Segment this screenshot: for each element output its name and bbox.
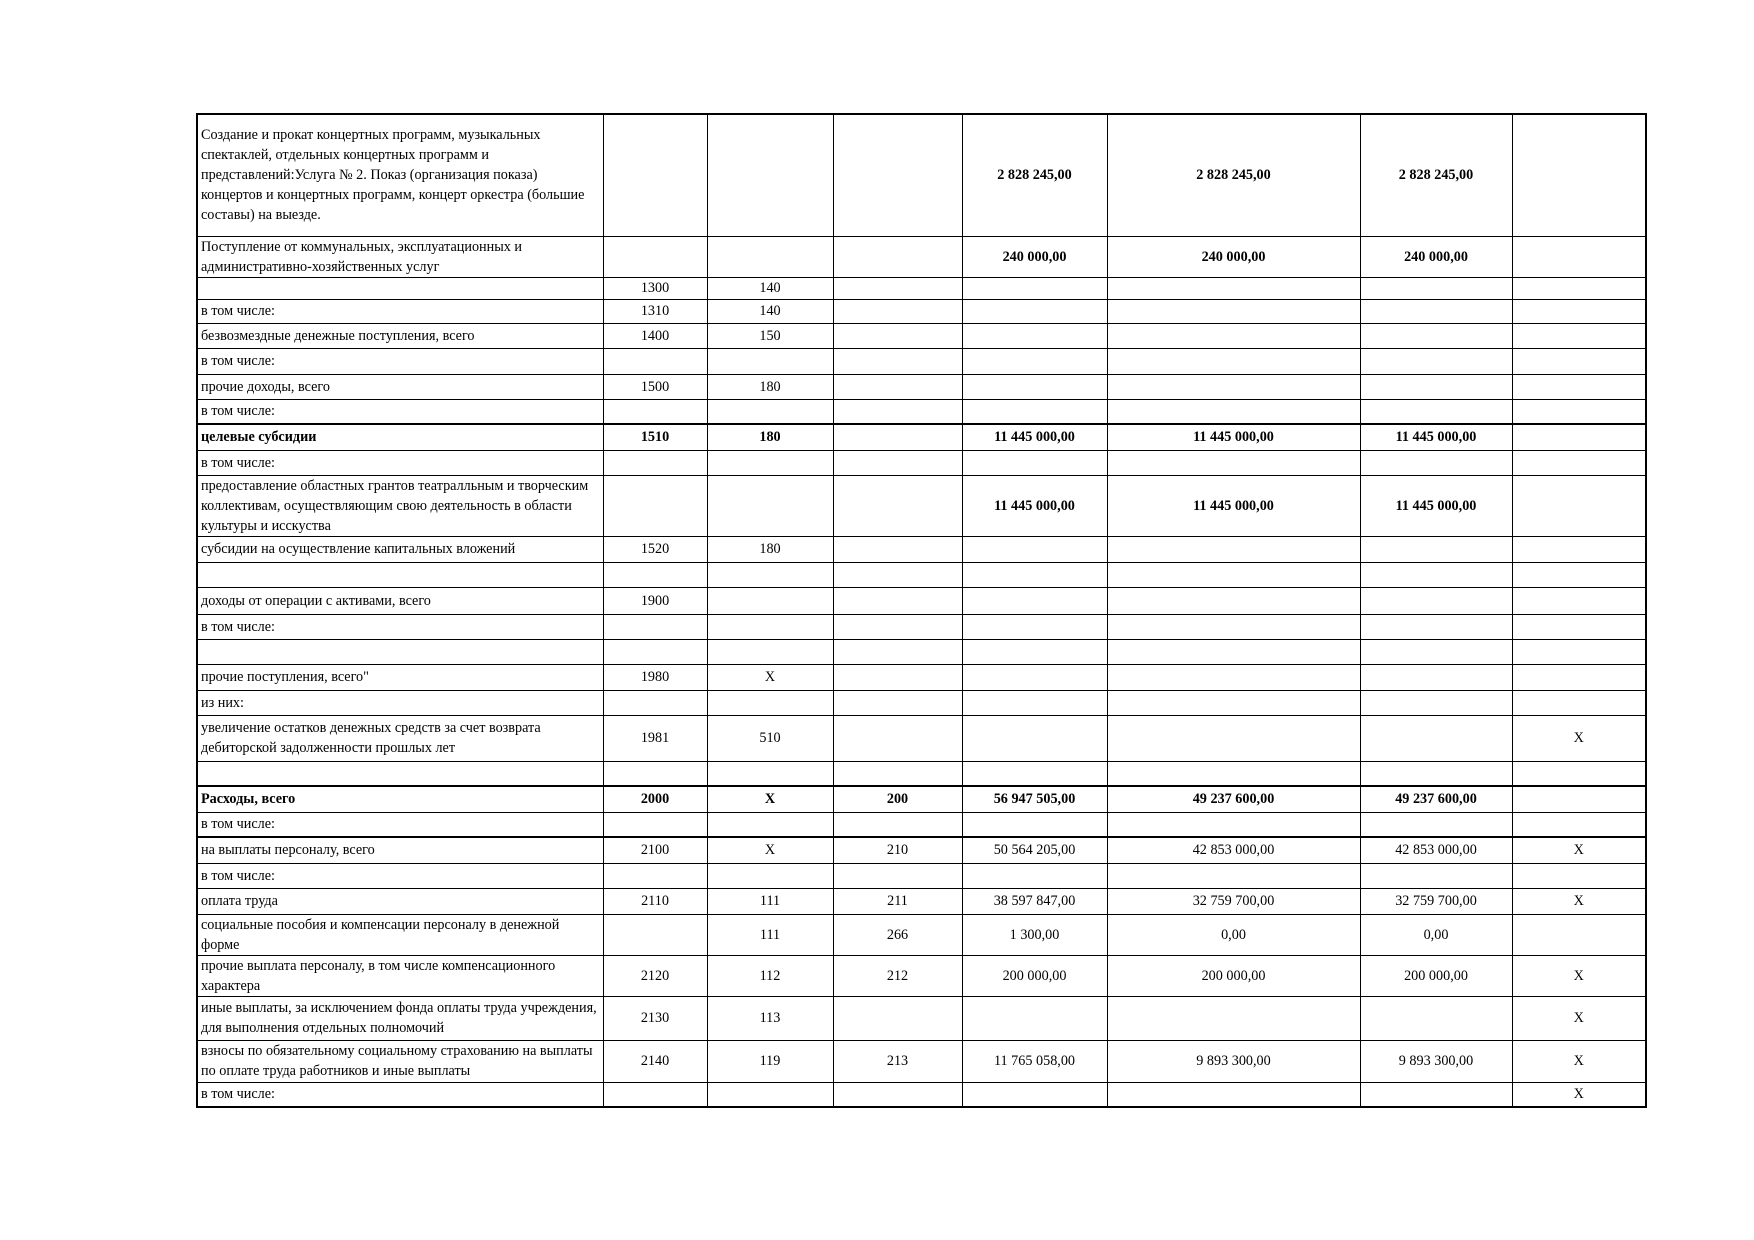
table-row bbox=[197, 888, 1646, 914]
row-amount-next-year-cell: 240 000,00 bbox=[1107, 236, 1360, 277]
row-kosgu-cell bbox=[707, 863, 833, 888]
table-row bbox=[197, 837, 1646, 863]
row-kosgu-cell: 510 bbox=[707, 715, 833, 761]
row-amount-next-year-cell bbox=[1107, 450, 1360, 475]
row-mark-cell bbox=[1512, 450, 1646, 475]
row-amount-current-year-cell bbox=[962, 587, 1107, 614]
row-code-cell bbox=[603, 475, 707, 536]
row-mark-cell bbox=[1512, 614, 1646, 639]
row-subcode-cell bbox=[833, 664, 962, 690]
row-mark-cell bbox=[1512, 323, 1646, 348]
row-amount-next-year-cell bbox=[1107, 715, 1360, 761]
row-amount-current-year-cell bbox=[962, 299, 1107, 323]
row-kosgu-cell bbox=[707, 475, 833, 536]
row-amount-next-year-cell: 32 759 700,00 bbox=[1107, 888, 1360, 914]
row-code-cell: 1510 bbox=[603, 424, 707, 450]
row-name-cell: безвозмездные денежные поступления, всего bbox=[197, 323, 603, 348]
row-amount-second-year-cell bbox=[1360, 536, 1512, 562]
row-kosgu-cell: 180 bbox=[707, 536, 833, 562]
financial-plan-table bbox=[196, 113, 1647, 1108]
table-row bbox=[197, 299, 1646, 323]
row-kosgu-cell bbox=[707, 348, 833, 374]
row-subcode-cell: 213 bbox=[833, 1040, 962, 1082]
row-code-cell: 1520 bbox=[603, 536, 707, 562]
row-mark-cell bbox=[1512, 475, 1646, 536]
table-row bbox=[197, 399, 1646, 424]
row-mark-cell bbox=[1512, 587, 1646, 614]
row-kosgu-cell: X bbox=[707, 664, 833, 690]
row-amount-current-year-cell: 2 828 245,00 bbox=[962, 114, 1107, 236]
row-amount-next-year-cell: 42 853 000,00 bbox=[1107, 837, 1360, 863]
row-code-cell: 1981 bbox=[603, 715, 707, 761]
row-amount-second-year-cell bbox=[1360, 761, 1512, 786]
row-kosgu-cell: 113 bbox=[707, 996, 833, 1040]
row-amount-next-year-cell bbox=[1107, 863, 1360, 888]
table-row bbox=[197, 614, 1646, 639]
row-amount-current-year-cell: 38 597 847,00 bbox=[962, 888, 1107, 914]
row-name-cell: Создание и прокат концертных программ, музыкальных спектаклей, отдельных концертных программ и представлений:Услуга № 2. Показ (организация показа) концертов и концертных программ, концерт оркестра (большие составы) на выезде. bbox=[197, 114, 603, 236]
row-mark-cell bbox=[1512, 348, 1646, 374]
row-kosgu-cell: 111 bbox=[707, 888, 833, 914]
row-amount-second-year-cell: 49 237 600,00 bbox=[1360, 786, 1512, 812]
table-row bbox=[197, 996, 1646, 1040]
table-row bbox=[197, 277, 1646, 299]
table-row bbox=[197, 424, 1646, 450]
row-amount-current-year-cell: 11 765 058,00 bbox=[962, 1040, 1107, 1082]
row-code-cell bbox=[603, 614, 707, 639]
row-kosgu-cell bbox=[707, 1082, 833, 1107]
row-subcode-cell bbox=[833, 1082, 962, 1107]
row-code-cell bbox=[603, 114, 707, 236]
row-mark-cell bbox=[1512, 562, 1646, 587]
row-amount-next-year-cell bbox=[1107, 374, 1360, 399]
row-subcode-cell bbox=[833, 863, 962, 888]
row-code-cell bbox=[603, 348, 707, 374]
row-amount-second-year-cell: 0,00 bbox=[1360, 914, 1512, 955]
row-name-cell: взносы по обязательному социальному страхованию на выплаты по оплате труда работников и иные выплаты bbox=[197, 1040, 603, 1082]
row-amount-second-year-cell bbox=[1360, 812, 1512, 837]
row-subcode-cell bbox=[833, 761, 962, 786]
row-amount-second-year-cell: 32 759 700,00 bbox=[1360, 888, 1512, 914]
row-name-cell: в том числе: bbox=[197, 299, 603, 323]
row-subcode-cell bbox=[833, 812, 962, 837]
row-name-cell: в том числе: bbox=[197, 614, 603, 639]
row-amount-second-year-cell bbox=[1360, 450, 1512, 475]
row-subcode-cell: 212 bbox=[833, 955, 962, 996]
row-amount-second-year-cell bbox=[1360, 614, 1512, 639]
row-amount-current-year-cell bbox=[962, 562, 1107, 587]
row-name-cell: целевые субсидии bbox=[197, 424, 603, 450]
row-code-cell: 2100 bbox=[603, 837, 707, 863]
row-name-cell: иные выплаты, за исключением фонда оплаты труда учреждения, для выполнения отдельных полномочий bbox=[197, 996, 603, 1040]
row-amount-second-year-cell: 200 000,00 bbox=[1360, 955, 1512, 996]
row-kosgu-cell bbox=[707, 761, 833, 786]
row-name-cell: Расходы, всего bbox=[197, 786, 603, 812]
row-mark-cell bbox=[1512, 277, 1646, 299]
table-row bbox=[197, 690, 1646, 715]
table-row bbox=[197, 587, 1646, 614]
row-amount-current-year-cell: 1 300,00 bbox=[962, 914, 1107, 955]
row-amount-next-year-cell bbox=[1107, 299, 1360, 323]
table-row bbox=[197, 348, 1646, 374]
row-name-cell: увеличение остатков денежных средств за счет возврата дебиторской задолженности прошлых лет bbox=[197, 715, 603, 761]
row-amount-next-year-cell bbox=[1107, 1082, 1360, 1107]
row-subcode-cell bbox=[833, 348, 962, 374]
row-name-cell: в том числе: bbox=[197, 1082, 603, 1107]
row-name-cell: прочие доходы, всего bbox=[197, 374, 603, 399]
row-code-cell bbox=[603, 562, 707, 587]
row-code-cell: 2000 bbox=[603, 786, 707, 812]
row-mark-cell: X bbox=[1512, 955, 1646, 996]
row-mark-cell bbox=[1512, 664, 1646, 690]
row-amount-next-year-cell bbox=[1107, 690, 1360, 715]
row-mark-cell bbox=[1512, 690, 1646, 715]
row-mark-cell: X bbox=[1512, 1040, 1646, 1082]
row-amount-current-year-cell bbox=[962, 863, 1107, 888]
row-amount-second-year-cell: 2 828 245,00 bbox=[1360, 114, 1512, 236]
row-kosgu-cell: 150 bbox=[707, 323, 833, 348]
row-amount-current-year-cell bbox=[962, 323, 1107, 348]
row-name-cell: Поступление от коммунальных, эксплуатационных и административно-хозяйственных услуг bbox=[197, 236, 603, 277]
row-name-cell bbox=[197, 277, 603, 299]
row-code-cell: 1980 bbox=[603, 664, 707, 690]
row-kosgu-cell bbox=[707, 114, 833, 236]
row-code-cell: 2120 bbox=[603, 955, 707, 996]
row-name-cell: предоставление областных грантов театралльным и творческим коллективам, осуществляющим свою деятельность в области культуры и исскуства bbox=[197, 475, 603, 536]
row-subcode-cell bbox=[833, 715, 962, 761]
row-subcode-cell bbox=[833, 236, 962, 277]
row-amount-current-year-cell: 240 000,00 bbox=[962, 236, 1107, 277]
row-subcode-cell bbox=[833, 424, 962, 450]
row-amount-next-year-cell bbox=[1107, 812, 1360, 837]
row-kosgu-cell: X bbox=[707, 786, 833, 812]
row-amount-current-year-cell: 11 445 000,00 bbox=[962, 424, 1107, 450]
row-amount-second-year-cell bbox=[1360, 1082, 1512, 1107]
row-kosgu-cell: 140 bbox=[707, 277, 833, 299]
row-amount-next-year-cell: 11 445 000,00 bbox=[1107, 475, 1360, 536]
row-subcode-cell bbox=[833, 114, 962, 236]
row-name-cell: в том числе: bbox=[197, 399, 603, 424]
row-amount-next-year-cell bbox=[1107, 323, 1360, 348]
row-amount-next-year-cell bbox=[1107, 664, 1360, 690]
row-mark-cell bbox=[1512, 536, 1646, 562]
table-row bbox=[197, 1082, 1646, 1107]
row-code-cell: 1300 bbox=[603, 277, 707, 299]
row-code-cell bbox=[603, 236, 707, 277]
table-row bbox=[197, 1040, 1646, 1082]
row-amount-current-year-cell bbox=[962, 348, 1107, 374]
row-amount-next-year-cell: 11 445 000,00 bbox=[1107, 424, 1360, 450]
row-amount-next-year-cell bbox=[1107, 996, 1360, 1040]
row-code-cell bbox=[603, 812, 707, 837]
row-amount-current-year-cell bbox=[962, 761, 1107, 786]
row-subcode-cell: 211 bbox=[833, 888, 962, 914]
row-subcode-cell bbox=[833, 450, 962, 475]
table-row bbox=[197, 114, 1646, 236]
row-amount-second-year-cell bbox=[1360, 690, 1512, 715]
row-amount-current-year-cell bbox=[962, 277, 1107, 299]
row-amount-second-year-cell bbox=[1360, 562, 1512, 587]
row-amount-second-year-cell bbox=[1360, 277, 1512, 299]
row-mark-cell: X bbox=[1512, 715, 1646, 761]
row-amount-current-year-cell bbox=[962, 690, 1107, 715]
row-amount-current-year-cell bbox=[962, 639, 1107, 664]
row-amount-second-year-cell bbox=[1360, 664, 1512, 690]
row-kosgu-cell bbox=[707, 614, 833, 639]
row-mark-cell: X bbox=[1512, 837, 1646, 863]
row-subcode-cell bbox=[833, 299, 962, 323]
table-row bbox=[197, 374, 1646, 399]
table-body bbox=[197, 114, 1646, 1107]
table-row bbox=[197, 786, 1646, 812]
row-kosgu-cell bbox=[707, 236, 833, 277]
row-amount-next-year-cell bbox=[1107, 399, 1360, 424]
row-mark-cell bbox=[1512, 424, 1646, 450]
row-amount-current-year-cell bbox=[962, 996, 1107, 1040]
table-row bbox=[197, 562, 1646, 587]
row-subcode-cell bbox=[833, 323, 962, 348]
row-amount-second-year-cell bbox=[1360, 863, 1512, 888]
row-amount-next-year-cell bbox=[1107, 536, 1360, 562]
row-name-cell: в том числе: bbox=[197, 812, 603, 837]
row-mark-cell: X bbox=[1512, 996, 1646, 1040]
row-amount-next-year-cell bbox=[1107, 587, 1360, 614]
row-amount-current-year-cell bbox=[962, 374, 1107, 399]
row-name-cell: на выплаты персоналу, всего bbox=[197, 837, 603, 863]
row-mark-cell bbox=[1512, 761, 1646, 786]
row-kosgu-cell bbox=[707, 450, 833, 475]
row-amount-current-year-cell: 11 445 000,00 bbox=[962, 475, 1107, 536]
row-amount-next-year-cell bbox=[1107, 348, 1360, 374]
row-subcode-cell bbox=[833, 639, 962, 664]
row-amount-next-year-cell bbox=[1107, 614, 1360, 639]
row-amount-current-year-cell bbox=[962, 1082, 1107, 1107]
row-name-cell: субсидии на осуществление капитальных вложений bbox=[197, 536, 603, 562]
row-amount-second-year-cell: 11 445 000,00 bbox=[1360, 424, 1512, 450]
row-code-cell: 2110 bbox=[603, 888, 707, 914]
row-amount-current-year-cell bbox=[962, 450, 1107, 475]
row-kosgu-cell bbox=[707, 587, 833, 614]
row-code-cell: 2140 bbox=[603, 1040, 707, 1082]
row-mark-cell bbox=[1512, 812, 1646, 837]
row-subcode-cell bbox=[833, 996, 962, 1040]
row-amount-second-year-cell bbox=[1360, 374, 1512, 399]
row-code-cell bbox=[603, 450, 707, 475]
row-mark-cell bbox=[1512, 639, 1646, 664]
row-mark-cell bbox=[1512, 914, 1646, 955]
row-subcode-cell bbox=[833, 562, 962, 587]
row-code-cell bbox=[603, 761, 707, 786]
row-kosgu-cell: 111 bbox=[707, 914, 833, 955]
row-name-cell: доходы от операции с активами, всего bbox=[197, 587, 603, 614]
row-code-cell bbox=[603, 639, 707, 664]
row-amount-second-year-cell bbox=[1360, 639, 1512, 664]
row-subcode-cell bbox=[833, 536, 962, 562]
row-mark-cell: X bbox=[1512, 1082, 1646, 1107]
row-name-cell: социальные пособия и компенсации персоналу в денежной форме bbox=[197, 914, 603, 955]
row-name-cell bbox=[197, 761, 603, 786]
row-subcode-cell: 200 bbox=[833, 786, 962, 812]
row-name-cell: в том числе: bbox=[197, 348, 603, 374]
row-code-cell bbox=[603, 399, 707, 424]
row-code-cell bbox=[603, 690, 707, 715]
row-amount-next-year-cell bbox=[1107, 761, 1360, 786]
row-subcode-cell bbox=[833, 475, 962, 536]
row-kosgu-cell bbox=[707, 399, 833, 424]
row-amount-current-year-cell: 50 564 205,00 bbox=[962, 837, 1107, 863]
row-amount-current-year-cell bbox=[962, 399, 1107, 424]
row-subcode-cell bbox=[833, 399, 962, 424]
row-amount-next-year-cell: 0,00 bbox=[1107, 914, 1360, 955]
row-amount-second-year-cell bbox=[1360, 715, 1512, 761]
row-subcode-cell bbox=[833, 277, 962, 299]
row-name-cell: прочие поступления, всего" bbox=[197, 664, 603, 690]
row-amount-next-year-cell bbox=[1107, 639, 1360, 664]
row-amount-next-year-cell: 200 000,00 bbox=[1107, 955, 1360, 996]
row-subcode-cell bbox=[833, 614, 962, 639]
row-name-cell: из них: bbox=[197, 690, 603, 715]
table-row bbox=[197, 863, 1646, 888]
row-code-cell bbox=[603, 1082, 707, 1107]
row-name-cell: в том числе: bbox=[197, 450, 603, 475]
row-amount-next-year-cell: 9 893 300,00 bbox=[1107, 1040, 1360, 1082]
row-mark-cell bbox=[1512, 863, 1646, 888]
row-kosgu-cell bbox=[707, 812, 833, 837]
row-amount-next-year-cell bbox=[1107, 562, 1360, 587]
row-name-cell bbox=[197, 639, 603, 664]
row-mark-cell bbox=[1512, 374, 1646, 399]
table-row bbox=[197, 715, 1646, 761]
table-row bbox=[197, 812, 1646, 837]
row-amount-current-year-cell bbox=[962, 715, 1107, 761]
row-amount-current-year-cell bbox=[962, 812, 1107, 837]
row-name-cell: оплата труда bbox=[197, 888, 603, 914]
row-subcode-cell: 210 bbox=[833, 837, 962, 863]
row-code-cell: 1900 bbox=[603, 587, 707, 614]
row-kosgu-cell: 180 bbox=[707, 374, 833, 399]
row-mark-cell bbox=[1512, 236, 1646, 277]
row-amount-next-year-cell bbox=[1107, 277, 1360, 299]
row-name-cell: в том числе: bbox=[197, 863, 603, 888]
row-subcode-cell: 266 bbox=[833, 914, 962, 955]
row-kosgu-cell: 119 bbox=[707, 1040, 833, 1082]
row-subcode-cell bbox=[833, 690, 962, 715]
row-kosgu-cell bbox=[707, 690, 833, 715]
row-amount-second-year-cell bbox=[1360, 348, 1512, 374]
table-row bbox=[197, 914, 1646, 955]
row-amount-next-year-cell: 49 237 600,00 bbox=[1107, 786, 1360, 812]
table-row bbox=[197, 323, 1646, 348]
row-mark-cell bbox=[1512, 786, 1646, 812]
row-kosgu-cell bbox=[707, 562, 833, 587]
row-amount-next-year-cell: 2 828 245,00 bbox=[1107, 114, 1360, 236]
row-amount-second-year-cell bbox=[1360, 299, 1512, 323]
table-row bbox=[197, 236, 1646, 277]
row-amount-current-year-cell: 200 000,00 bbox=[962, 955, 1107, 996]
row-amount-second-year-cell: 42 853 000,00 bbox=[1360, 837, 1512, 863]
row-amount-current-year-cell: 56 947 505,00 bbox=[962, 786, 1107, 812]
row-code-cell: 1400 bbox=[603, 323, 707, 348]
row-kosgu-cell: 112 bbox=[707, 955, 833, 996]
table-row bbox=[197, 536, 1646, 562]
row-subcode-cell bbox=[833, 587, 962, 614]
row-amount-second-year-cell: 11 445 000,00 bbox=[1360, 475, 1512, 536]
row-mark-cell bbox=[1512, 299, 1646, 323]
row-name-cell: прочие выплата персоналу, в том числе компенсационного характера bbox=[197, 955, 603, 996]
row-subcode-cell bbox=[833, 374, 962, 399]
row-amount-second-year-cell bbox=[1360, 323, 1512, 348]
row-code-cell: 1310 bbox=[603, 299, 707, 323]
table-row bbox=[197, 664, 1646, 690]
row-kosgu-cell: 140 bbox=[707, 299, 833, 323]
row-amount-second-year-cell: 9 893 300,00 bbox=[1360, 1040, 1512, 1082]
row-kosgu-cell: X bbox=[707, 837, 833, 863]
row-mark-cell: X bbox=[1512, 888, 1646, 914]
table-row bbox=[197, 639, 1646, 664]
row-mark-cell bbox=[1512, 114, 1646, 236]
table-row bbox=[197, 475, 1646, 536]
table-row bbox=[197, 761, 1646, 786]
row-code-cell: 1500 bbox=[603, 374, 707, 399]
row-amount-second-year-cell bbox=[1360, 587, 1512, 614]
row-amount-current-year-cell bbox=[962, 536, 1107, 562]
table-row bbox=[197, 450, 1646, 475]
row-kosgu-cell: 180 bbox=[707, 424, 833, 450]
row-kosgu-cell bbox=[707, 639, 833, 664]
row-amount-second-year-cell: 240 000,00 bbox=[1360, 236, 1512, 277]
row-amount-second-year-cell bbox=[1360, 996, 1512, 1040]
row-amount-current-year-cell bbox=[962, 614, 1107, 639]
row-name-cell bbox=[197, 562, 603, 587]
table-row bbox=[197, 955, 1646, 996]
row-amount-current-year-cell bbox=[962, 664, 1107, 690]
row-code-cell bbox=[603, 914, 707, 955]
row-mark-cell bbox=[1512, 399, 1646, 424]
row-amount-second-year-cell bbox=[1360, 399, 1512, 424]
row-code-cell bbox=[603, 863, 707, 888]
row-code-cell: 2130 bbox=[603, 996, 707, 1040]
